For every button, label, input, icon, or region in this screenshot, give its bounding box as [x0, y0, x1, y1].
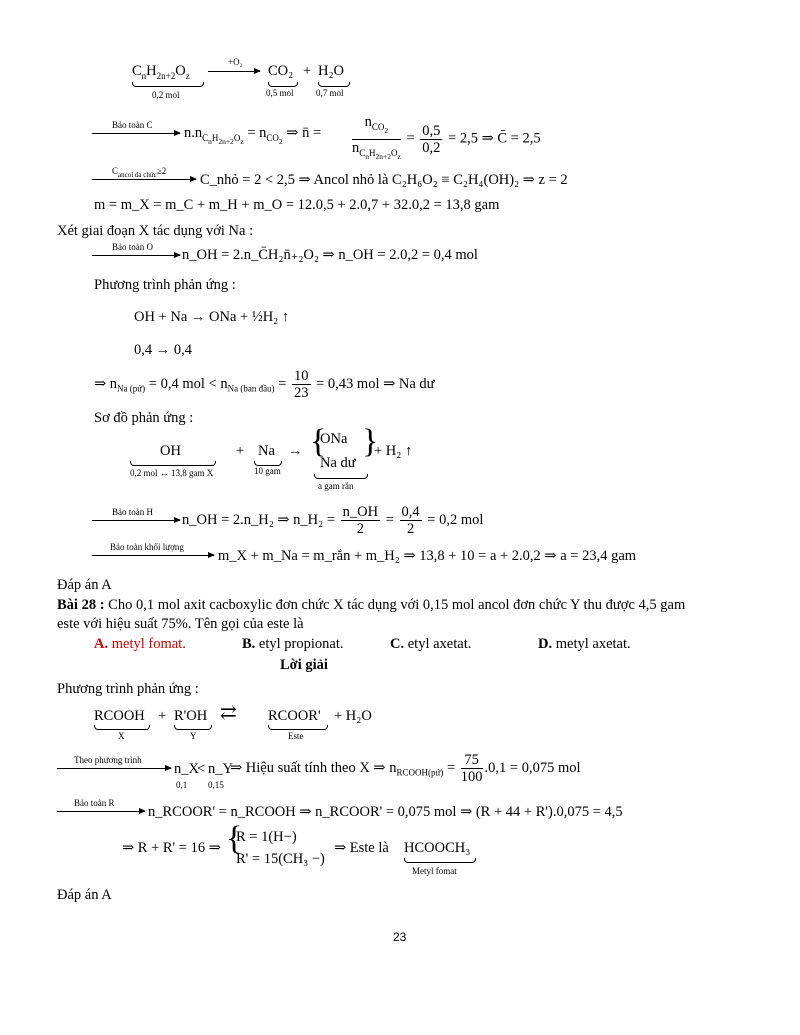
scheme-h2: + H₂ ↑ [374, 443, 413, 459]
reaction-arrow [208, 71, 260, 72]
arrow [92, 520, 180, 521]
arrow [92, 255, 180, 256]
dap-an-2: Đáp án A [57, 887, 112, 903]
option-d[interactable]: D. metyl axetat. [538, 636, 631, 652]
scheme-arrow: → [288, 443, 303, 459]
theo-pt-eq: ⇒ Hiệu suất tính theo X ⇒ $n_{RCOOH(pứ)}$ = $\frac{75}{100}$ .0,1 = 0,075 mol [230, 752, 581, 785]
so-do: Sơ đồ phản ứng : [94, 410, 194, 426]
scheme-ran-u: a gam rắn [318, 481, 354, 491]
ancol-eq: C_nhỏ = 2 < 2,5 ⇒ Ancol nhỏ là C₂H₆O₂ ≡ C₂H₄(OH)₂ ⇒ z = 2 [200, 172, 568, 188]
mass-line: m = m_X = m_C + m_H + m_O = 12.0,5 + 2.0,7 + 32.0,2 = 13,8 gam [94, 197, 500, 213]
option-a[interactable]: A. metyl fomat. [94, 636, 186, 652]
scheme-na: Na [258, 443, 275, 459]
underbrace [132, 82, 204, 87]
fraction-c: $\frac{n_{CO_2}}{n_{C_nH_{2n+2}O_z}}$ = $\frac{0,5}{0,2}$ = 2,5 ⇒ C̄ = 2,5 [352, 114, 541, 161]
o2-label: +O₂ [228, 57, 243, 67]
pt-phan-ung: Phương trình phản ứng : [94, 277, 236, 293]
mol-label: 0,7 mol [316, 88, 344, 98]
ester: RCOOR' [268, 708, 321, 724]
scheme-oh-u: 0,2 mol ↔ 13,8 gam X [130, 468, 214, 478]
arrow [57, 768, 171, 769]
scheme-na-u: 10 gam [254, 466, 281, 476]
final-ester-u: Metyl fomat [412, 866, 457, 876]
ancol-label: $C_{ancol đa chức}\ge 2$ [112, 166, 167, 179]
co2: CO₂ [268, 63, 294, 79]
option-c[interactable]: C. etyl axetat. [390, 636, 472, 652]
na-line: ⇒ $n_{Na (pứ)} = 0,4$ mol < $n_{Na (ban đầu)}$ = $\frac{10}{23}$ = 0,43 mol ⇒ Na dư [94, 368, 435, 401]
bao-toan-c-label: Bảo toàn C [112, 120, 153, 130]
bao-toan-h-eq: n_OH = 2.n_H₂ ⇒ n_H₂ = $\frac{n\_OH}{2}$ = $\frac{0,4}{2}$ = 0,2 mol [182, 504, 484, 537]
left-brace: { [226, 820, 243, 857]
final-ester: HCOOCH₃ [404, 840, 471, 856]
lt: < [197, 761, 206, 777]
underbrace [314, 474, 368, 479]
underbrace [318, 82, 350, 87]
bao-toan-c-left: $n.n_{C_nH_{2n+2}O_z} = n_{CO_2}$ ⇒ n̄ = [184, 125, 322, 146]
plus: + [303, 63, 312, 79]
arrow [92, 179, 196, 180]
loi-giai: Lời giải [280, 657, 328, 673]
bao-toan-h-label: Bảo toàn H [112, 507, 153, 517]
mol-label: 0,2 mol [152, 90, 180, 100]
plus: + [158, 708, 167, 724]
underbrace [130, 461, 216, 466]
x-label: X [118, 731, 125, 741]
h2o: H₂O [318, 63, 344, 79]
ny: n_Y [208, 761, 233, 777]
ny-u: 0,15 [208, 780, 224, 790]
arrow [92, 133, 180, 134]
final-r2: R' = 15(CH₃ −) [236, 851, 325, 867]
mol-label: 0,5 mol [266, 88, 294, 98]
reaction-line: OH + Na → ONa + ½H₂ ↑ [134, 309, 290, 325]
arrow [57, 811, 145, 812]
nx: n_X [174, 761, 199, 777]
final-r1: R = 1(H−) [236, 829, 297, 845]
xet-giai-doan: Xét giai đoạn X tác dụng với Na : [57, 223, 254, 239]
nx-u: 0,1 [176, 780, 188, 790]
bai28-line2: este với hiệu suất 75%. Tên gọi của este là [57, 616, 304, 632]
reaction-mol: 0,4 → 0,4 [134, 342, 192, 358]
dap-an-1: Đáp án A [57, 577, 112, 593]
left-brace: { [310, 423, 327, 460]
bao-toan-o-label: Bảo toàn O [112, 242, 153, 252]
underbrace [94, 725, 150, 730]
page-number: 23 [393, 930, 407, 944]
bao-toan-kl-label: Bảo toàn khối lượng [110, 542, 184, 552]
scheme-oh: OH [160, 443, 181, 459]
scheme-nadu: Na dư [320, 455, 356, 471]
right-brace: } [362, 423, 379, 460]
h2o: + H₂O [334, 708, 372, 724]
este-label: Este [288, 731, 304, 741]
final-left: ⇒ R + R' = 16 ⇒ [122, 840, 221, 856]
scheme-plus: + [236, 443, 245, 459]
bao-toan-r-label: Bảo toàn R [74, 798, 115, 808]
scheme-ona: ONa [320, 431, 348, 447]
option-b[interactable]: B. etyl propionat. [242, 636, 344, 652]
bai28-line1: Bài 28 : Cho 0,1 mol axit cacboxylic đơn chức X tác dụng với 0,15 mol ancol đơn chức Y thu được 4,5 gam [57, 597, 686, 613]
underbrace [268, 82, 298, 87]
equilibrium-arrows: ⇄ [220, 702, 237, 724]
rcooh: RCOOH [94, 708, 145, 724]
pt-phan-ung-2: Phương trình phản ứng : [57, 681, 199, 697]
final-mid: ⇒ Este là [334, 840, 389, 856]
underbrace [404, 858, 476, 863]
bao-toan-kl-eq: m_X + m_Na = m_rắn + m_H₂ ⇒ 13,8 + 10 = a + 2.0,2 ⇒ a = 23,4 gam [218, 548, 637, 564]
underbrace [174, 725, 212, 730]
bao-toan-r-eq: n_RCOOR' = n_RCOOH ⇒ n_RCOOR' = 0,075 mol ⇒ (R + 44 + R').0,075 = 4,5 [148, 804, 623, 820]
alkanol-formula: $C_nH_{2n+2}O_z$ [132, 63, 190, 81]
theo-pt-label: Theo phương trình [74, 755, 142, 765]
arrow [92, 555, 214, 556]
bao-toan-o-eq: n_OH = 2.n_C̄H₂n̄₊₂O₂ ⇒ n_OH = 2.0,2 = 0,4 mol [182, 247, 478, 263]
y-label: Y [190, 731, 197, 741]
roh: R'OH [174, 708, 208, 724]
underbrace [268, 725, 328, 730]
